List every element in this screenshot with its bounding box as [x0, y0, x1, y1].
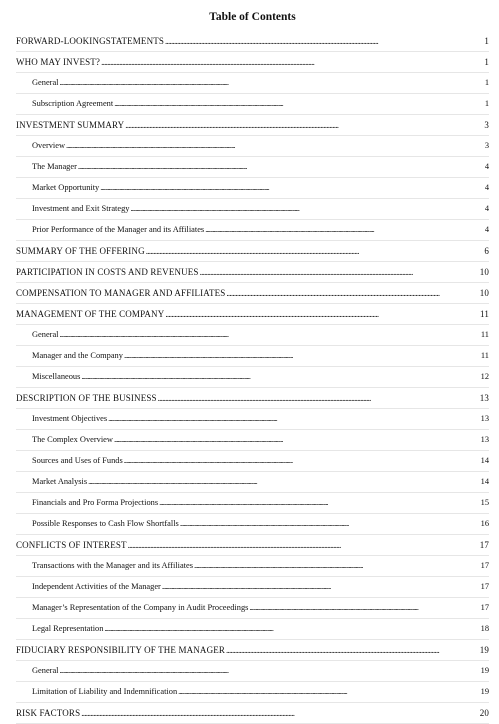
dot-leader	[108, 409, 480, 429]
toc-entry-page-number: 15	[480, 498, 489, 507]
toc-entry-page-number: 4	[484, 162, 489, 171]
toc-section-entry[interactable]	[16, 640, 489, 661]
dot-leader	[194, 556, 480, 576]
toc-entry-label: RISK FACTORS	[16, 708, 81, 718]
toc-section-entry[interactable]	[16, 241, 489, 262]
toc-entry-page-number: 11	[480, 330, 489, 339]
toc-section-entry[interactable]	[16, 283, 489, 304]
toc-subsection-entry[interactable]	[16, 493, 489, 514]
toc-entry-page-number: 11	[480, 351, 489, 360]
dot-leader	[165, 31, 480, 51]
toc-section-entry[interactable]	[16, 304, 489, 325]
dot-leader	[178, 682, 479, 702]
toc-entry-label: Investment and Exit Strategy	[32, 204, 130, 213]
toc-subsection-entry[interactable]	[16, 136, 489, 157]
toc-entry-label: PARTICIPATION IN COSTS AND REVENUES	[16, 267, 199, 277]
toc-entry-label: Market Opportunity	[32, 183, 100, 192]
toc-entry-page-number: 1	[484, 99, 489, 108]
dot-leader	[114, 430, 480, 450]
toc-entry-label: Sources and Uses of Funds	[32, 456, 123, 465]
dot-leader	[205, 220, 480, 240]
toc-entry-page-number: 17	[480, 561, 489, 570]
toc-entry-page-number: 1	[484, 57, 489, 67]
toc-section-entry[interactable]	[16, 52, 489, 73]
toc-entry-label: Possible Responses to Cash Flow Shortfalls	[32, 519, 179, 528]
dot-leader	[124, 451, 480, 471]
dot-leader	[159, 493, 480, 513]
toc-subsection-entry[interactable]	[16, 430, 489, 451]
page-title: Table of Contents	[209, 11, 296, 23]
toc-entry-label: Prior Performance of the Manager and its Affiliates	[32, 225, 205, 234]
toc-entry-label: General	[32, 666, 59, 675]
dot-leader	[60, 325, 480, 345]
toc-subsection-entry[interactable]	[16, 178, 489, 199]
dot-leader	[60, 73, 480, 93]
toc-subsection-entry[interactable]	[16, 598, 489, 619]
dot-leader	[200, 262, 479, 282]
toc-section-entry[interactable]	[16, 535, 489, 556]
toc-subsection-entry[interactable]	[16, 199, 489, 220]
toc-section-entry[interactable]	[16, 388, 489, 409]
toc-entry-page-number: 20	[479, 708, 489, 718]
toc-entry-page-number: 1	[484, 36, 489, 46]
dot-leader	[249, 598, 479, 618]
toc-subsection-entry[interactable]	[16, 682, 489, 703]
toc-entry-page-number: 11	[480, 309, 489, 319]
toc-entry-label: FORWARD-LOOKINGSTATEMENTS	[16, 36, 165, 46]
toc-subsection-entry[interactable]	[16, 94, 489, 115]
toc-entry-label: Subscription Agreement	[32, 99, 114, 108]
toc-entry-label: INVESTMENT SUMMARY	[16, 120, 125, 130]
toc-subsection-entry[interactable]	[16, 514, 489, 535]
toc-entry-page-number: 10	[479, 288, 489, 298]
toc-subsection-entry[interactable]	[16, 346, 489, 367]
toc-entry-label: Independent Activities of the Manager	[32, 582, 161, 591]
toc-subsection-entry[interactable]	[16, 220, 489, 241]
dot-leader	[104, 619, 479, 639]
toc-entry-page-number: 4	[484, 225, 489, 234]
toc-entry-page-number: 19	[480, 666, 489, 675]
toc-entry-page-number: 6	[484, 246, 489, 256]
dot-leader	[130, 199, 480, 219]
dot-leader	[124, 346, 480, 366]
toc-entry-page-number: 19	[480, 687, 489, 696]
dot-leader	[88, 472, 479, 492]
toc-subsection-entry[interactable]	[16, 577, 489, 598]
toc-entry-label: COMPENSATION TO MANAGER AND AFFILIATES	[16, 288, 226, 298]
toc-entry-label: General	[32, 330, 59, 339]
dot-leader	[226, 283, 478, 303]
toc-entry-page-number: 3	[484, 141, 489, 150]
toc-entry-page-number: 16	[480, 519, 489, 528]
toc-subsection-entry[interactable]	[16, 451, 489, 472]
toc-subsection-entry[interactable]	[16, 619, 489, 640]
toc-entry-label: WHO MAY INVEST?	[16, 57, 101, 67]
dot-leader	[158, 388, 479, 408]
toc-subsection-entry[interactable]	[16, 157, 489, 178]
toc-entry-label: Miscellaneous	[32, 372, 81, 381]
dot-leader	[60, 661, 480, 681]
dot-leader	[165, 304, 479, 324]
toc-subsection-entry[interactable]	[16, 367, 489, 388]
toc-section-entry[interactable]	[16, 703, 489, 724]
toc-entry-label: DESCRIPTION OF THE BUSINESS	[16, 393, 157, 403]
dot-leader	[100, 178, 480, 198]
toc-entry-label: Financials and Pro Forma Projections	[32, 498, 159, 507]
toc-entry-label: Manager and the Company	[32, 351, 123, 360]
toc-section-entry[interactable]	[16, 115, 489, 136]
toc-entry-label: Limitation of Liability and Indemnification	[32, 687, 178, 696]
toc-subsection-entry[interactable]	[16, 73, 489, 94]
toc-entry-page-number: 3	[484, 120, 489, 130]
toc-entry-label: Transactions with the Manager and its Affiliates	[32, 561, 193, 570]
dot-leader	[81, 703, 478, 723]
toc-entry-label: Market Analysis	[32, 477, 88, 486]
dot-leader	[114, 94, 480, 114]
toc-entry-label: Legal Representation	[32, 624, 104, 633]
toc-section-entry[interactable]	[16, 262, 489, 283]
toc-entry-page-number: 17	[480, 582, 489, 591]
toc-entry-page-number: 1	[484, 78, 489, 87]
dot-leader	[180, 514, 480, 534]
dot-leader	[101, 52, 480, 72]
toc-entry-page-number: 19	[479, 645, 489, 655]
toc-entry-page-number: 17	[480, 603, 489, 612]
toc-subsection-entry[interactable]	[16, 556, 489, 577]
toc-entry-page-number: 4	[484, 183, 489, 192]
dot-leader	[66, 136, 480, 156]
toc-subsection-entry[interactable]	[16, 409, 489, 430]
toc-entry-label: Overview	[32, 141, 66, 150]
toc-subsection-entry[interactable]	[16, 472, 489, 493]
toc-entry-page-number: 13	[480, 435, 489, 444]
toc-entry-page-number: 14	[480, 456, 489, 465]
toc-entry-label: MANAGEMENT OF THE COMPANY	[16, 309, 165, 319]
dot-leader	[226, 640, 479, 660]
toc-subsection-entry[interactable]	[16, 325, 489, 346]
toc-entry-label: The Complex Overview	[32, 435, 113, 444]
dot-leader	[78, 157, 480, 177]
toc-entry-label: Manager’s Representation of the Company in Audit Proceedings	[32, 603, 249, 612]
toc-entry-label: SUMMARY OF THE OFFERING	[16, 246, 145, 256]
dot-leader	[128, 535, 479, 555]
toc-entry-label: The Manager	[32, 162, 77, 171]
toc-entry-page-number: 13	[480, 414, 489, 423]
toc-entry-page-number: 13	[479, 393, 489, 403]
table-of-contents	[16, 31, 489, 724]
toc-entry-page-number: 17	[479, 540, 489, 550]
dot-leader	[125, 115, 480, 135]
dot-leader	[81, 367, 479, 387]
toc-entry-page-number: 4	[484, 204, 489, 213]
toc-entry-page-number: 10	[479, 267, 489, 277]
toc-entry-label: Investment Objectives	[32, 414, 108, 423]
toc-entry-label: CONFLICTS OF INTEREST	[16, 540, 127, 550]
toc-entry-page-number: 12	[480, 372, 489, 381]
toc-entry-label: FIDUCIARY RESPONSIBILITY OF THE MANAGER	[16, 645, 226, 655]
toc-entry-label: General	[32, 78, 59, 87]
toc-entry-page-number: 18	[480, 624, 489, 633]
dot-leader	[146, 241, 480, 261]
toc-section-entry[interactable]	[16, 31, 489, 52]
dot-leader	[162, 577, 480, 597]
toc-subsection-entry[interactable]	[16, 661, 489, 682]
toc-entry-page-number: 14	[480, 477, 489, 486]
